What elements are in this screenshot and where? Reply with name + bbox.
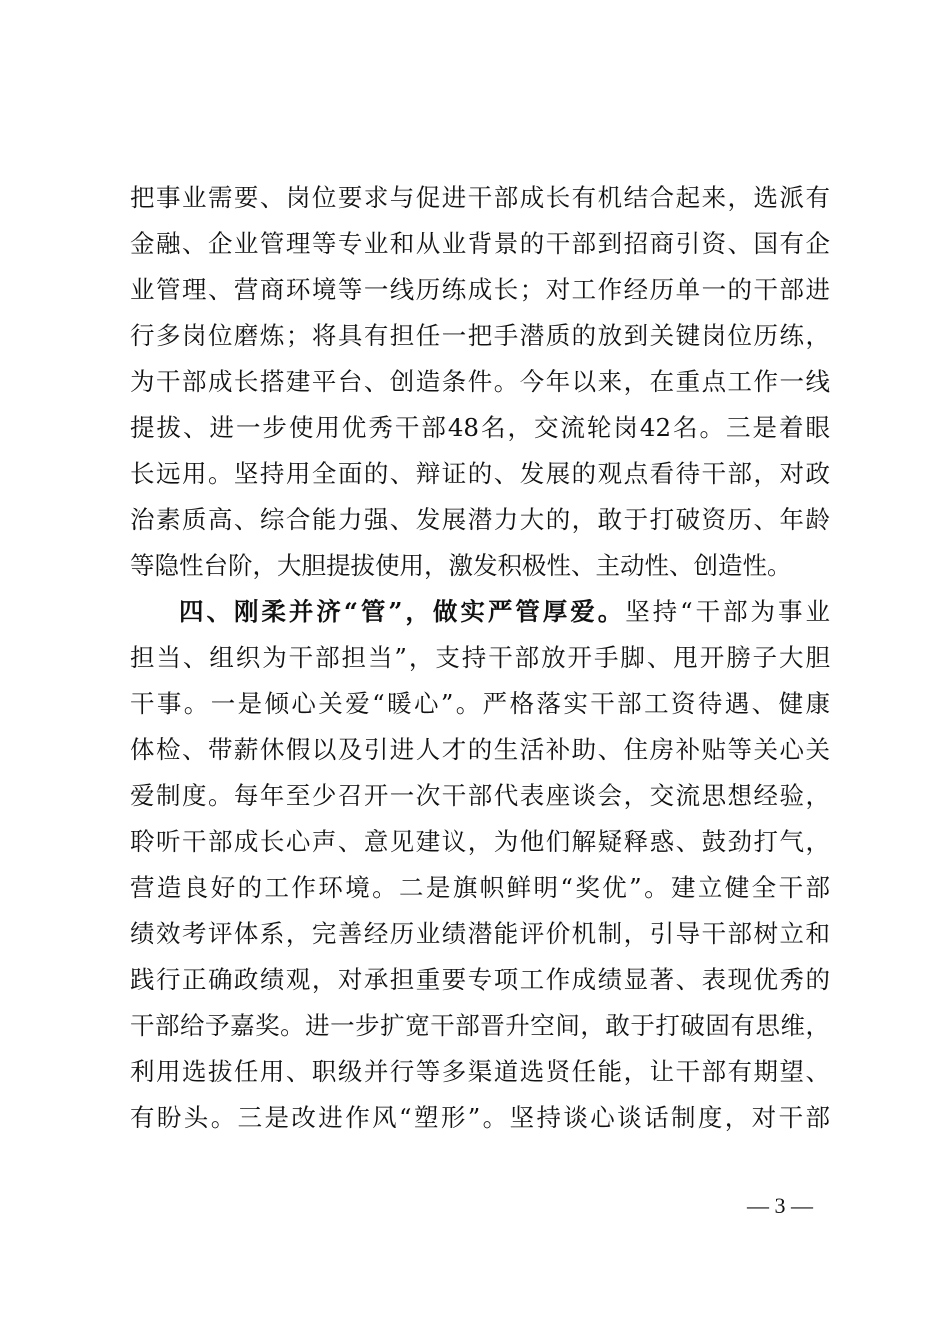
text-line: 治素质高、综合能力强、发展潜力大的，敢于打破资历、年龄 bbox=[130, 505, 830, 534]
text-line: 践行正确政绩观，对承担重要专项工作成绩显著、表现优秀的 bbox=[130, 965, 830, 994]
text-line: 聆听干部成长心声、意见建议，为他们解疑释惑、鼓劲打气， bbox=[130, 827, 830, 856]
text-line: 干事。一是倾心关爱“暖心”。严格落实干部工资待遇、健康 bbox=[130, 689, 830, 718]
section-4-heading: 四、刚柔并济“管”，做实严管厚爱。 bbox=[179, 597, 626, 626]
section-4-first-line bbox=[179, 597, 830, 627]
text-line: 把事业需要、岗位要求与促进干部成长有机结合起来，选派有 bbox=[130, 183, 830, 212]
text-line: 业管理、营商环境等一线历练成长；对工作经历单一的干部进 bbox=[130, 275, 830, 304]
text-line: 担当、组织为干部担当”，支持干部放开手脚、甩开膀子大胆 bbox=[130, 643, 830, 672]
text-line: 提拔、进一步使用优秀干部48名，交流轮岗42名。三是着眼 bbox=[130, 413, 830, 442]
text-line: 为干部成长搭建平台、创造条件。今年以来，在重点工作一线 bbox=[130, 367, 830, 396]
page-number: — 3 — bbox=[747, 1193, 813, 1218]
text-line: 体检、带薪休假以及引进人才的生活补助、住房补贴等关心关 bbox=[130, 735, 830, 764]
text-line: 绩效考评体系，完善经历业绩潜能评价机制，引导干部树立和 bbox=[130, 919, 830, 948]
text-line: 干部给予嘉奖。进一步扩宽干部晋升空间，敢于打破固有思维， bbox=[130, 1011, 830, 1040]
text-line: 金融、企业管理等专业和从业背景的干部到招商引资、国有企 bbox=[130, 229, 830, 258]
text-line: 等隐性台阶，大胆提拔使用，激发积极性、主动性、创造性。 bbox=[130, 551, 792, 580]
text-line: 行多岗位磨炼；将具有担任一把手潜质的放到关键岗位历练， bbox=[130, 321, 830, 350]
text-line: 有盼头。三是改进作风“塑形”。坚持谈心谈话制度，对干部 bbox=[130, 1103, 830, 1132]
section-4-intro: 坚持“干部为事业 bbox=[625, 597, 831, 626]
text-line: 长远用。坚持用全面的、辩证的、发展的观点看待干部，对政 bbox=[130, 459, 830, 488]
text-line: 利用选拔任用、职级并行等多渠道选贤任能，让干部有期望、 bbox=[130, 1057, 830, 1086]
text-line: 爱制度。每年至少召开一次干部代表座谈会，交流思想经验， bbox=[130, 781, 830, 810]
text-line: 营造良好的工作环境。二是旗帜鲜明“奖优”。建立健全干部 bbox=[130, 873, 830, 902]
